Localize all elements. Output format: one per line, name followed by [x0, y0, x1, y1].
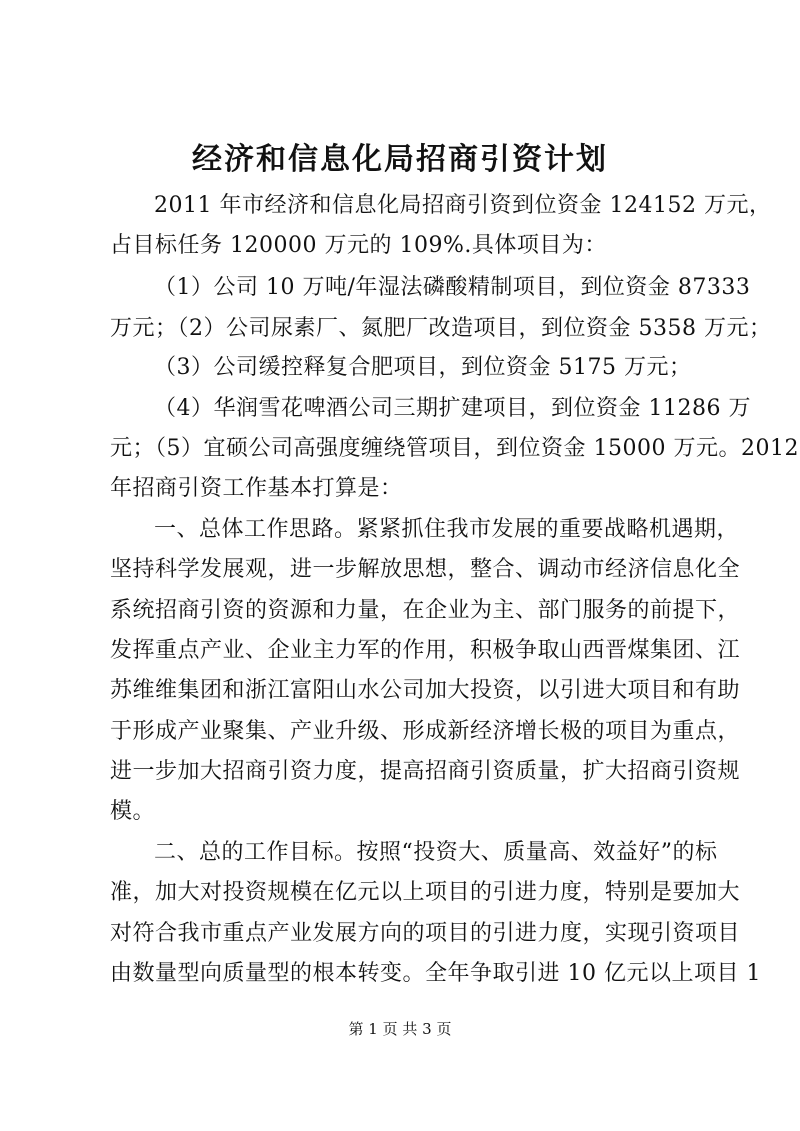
body-line: （1）公司 10 万吨/年湿法磷酸精制项目，到位资金 87333	[154, 275, 751, 300]
body-line: 由数量型向质量型的根本转变。全年争取引进 10 亿元以上项目 1	[110, 961, 761, 986]
body-line: 准，加大对投资规模在亿元以上项目的引进力度，特别是要加大	[110, 880, 741, 905]
body-line: 系统招商引资的资源和力量，在企业为主、部门服务的前提下，	[110, 598, 741, 623]
body-line: 发挥重点产业、企业主力军的作用，积极争取山西晋煤集团、江	[110, 638, 741, 663]
body-line: 万元；（2）公司尿素厂、氮肥厂改造项目，到位资金 5358 万元；	[110, 316, 772, 341]
body-line: 模。	[110, 799, 156, 824]
body-line: （3）公司缓控释复合肥项目，到位资金 5175 万元；	[154, 355, 692, 380]
page-number-footer: 第 1 页 共 3 页	[348, 1020, 452, 1038]
body-line: 二、总的工作目标。按照“投资大、质量高、效益好”的标	[154, 840, 718, 865]
body-line: （4）华润雪花啤酒公司三期扩建项目，到位资金 11286 万	[154, 396, 751, 421]
body-line: 2011 年市经济和信息化局招商引资到位资金 124152 万元，	[154, 193, 772, 218]
body-line: 占目标任务 120000 万元的 109%.具体项目为：	[110, 233, 607, 258]
body-line: 进一步加大招商引资力度，提高招商引资质量，扩大招商引资规	[110, 759, 741, 784]
body-line: 苏维维集团和浙江富阳山水公司加大投资，以引进大项目和有助	[110, 678, 741, 703]
document-title: 经济和信息化局招商引资计划	[192, 142, 608, 177]
body-line: 于形成产业聚集、产业升级、形成新经济增长极的项目为重点，	[110, 719, 741, 744]
body-line: 对符合我市重点产业发展方向的项目的引进力度，实现引资项目	[110, 921, 741, 946]
body-line: 一、总体工作思路。紧紧抓住我市发展的重要战略机遇期，	[154, 517, 740, 542]
body-line: 年招商引资工作基本打算是：	[110, 476, 403, 501]
body-line: 坚持科学发展观，进一步解放思想，整合、调动市经济信息化全	[110, 557, 741, 582]
body-line: 元；（5）宜硕公司高强度缠绕管项目，到位资金 15000 万元。2012	[110, 436, 799, 461]
